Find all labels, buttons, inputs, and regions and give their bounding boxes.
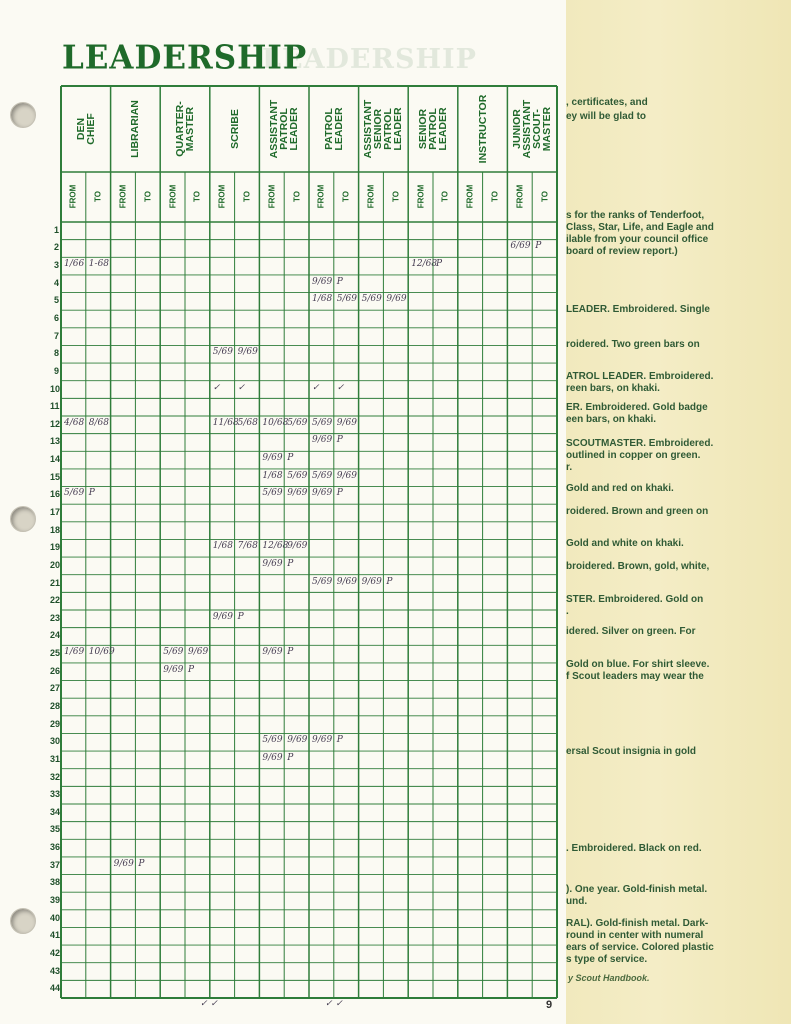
page-title: LEADERSHIP <box>62 39 308 77</box>
row-number: 27 <box>50 683 61 694</box>
handwritten-entry: 5/69 <box>262 488 283 499</box>
to-label: TO <box>242 191 252 202</box>
right-page-line: . Embroidered. Black on red. <box>566 843 702 854</box>
row-number: 42 <box>50 947 61 958</box>
right-page-line: RAL). Gold-finish metal. Dark- <box>566 918 709 929</box>
to-label: TO <box>93 191 103 202</box>
right-page-line: ). One year. Gold-finish metal. <box>566 884 708 895</box>
to-label: TO <box>143 191 153 202</box>
handwritten-entry: 5/69 <box>163 647 184 658</box>
handwritten-entry: 1/66 <box>64 259 85 270</box>
row-number: 37 <box>50 859 61 870</box>
row-number: 41 <box>50 930 61 941</box>
handwritten-entry: 9/69 <box>212 611 234 622</box>
column-header: PATROL LEADER <box>322 107 345 151</box>
right-page-line: outlined in copper on green. <box>566 450 701 461</box>
right-page-line: , certificates, and <box>566 97 648 108</box>
row-number: 17 <box>50 507 61 517</box>
right-page-line: ey will be glad to <box>566 111 647 122</box>
handwritten-entry: 5/69 <box>262 735 283 746</box>
row-number: 18 <box>50 524 61 535</box>
handwritten-entry: P <box>336 488 343 499</box>
handwritten-entry: 5/69 <box>64 488 85 499</box>
handwritten-entry: 9/69 <box>287 488 308 499</box>
right-page-line: idered. Silver on green. For <box>566 626 696 637</box>
row-number: 43 <box>50 965 61 976</box>
right-page-line: und. <box>566 896 588 907</box>
row-number: 6 <box>54 313 60 323</box>
bottom-check-marks: ✓ ✓ <box>325 999 343 1009</box>
handwritten-entry: 9/69 <box>336 470 358 481</box>
bottom-check-marks: ✓ ✓ <box>200 999 218 1009</box>
handwritten-entry: 9/69 <box>336 417 358 428</box>
handwritten-entry: 8/68 <box>88 417 110 428</box>
to-label: TO <box>490 191 500 202</box>
handwritten-entry: 9/69 <box>287 735 308 746</box>
handwritten-entry: P <box>287 453 294 464</box>
row-number: 22 <box>50 595 61 606</box>
page-number: 9 <box>546 999 553 1011</box>
to-label: TO <box>540 191 550 202</box>
handwritten-entry: 5/69 <box>287 470 308 481</box>
to-label: TO <box>341 191 351 202</box>
row-number: 34 <box>50 806 61 817</box>
handwritten-entry: 12/68 <box>262 541 289 552</box>
row-number: 15 <box>50 471 61 482</box>
from-label: FROM <box>118 184 128 209</box>
column-header: QUARTER- MASTER <box>174 101 196 157</box>
handwritten-entry: P <box>138 858 145 869</box>
right-page-line: Gold and white on khaki. <box>566 538 684 549</box>
column-header: SCRIBE <box>228 109 241 149</box>
column-header: ASSISTANT SENIOR PATROL LEADER <box>362 99 405 159</box>
handwritten-entry: 5/69 <box>287 417 308 428</box>
row-number: 21 <box>50 577 61 588</box>
right-page-line: SCOUTMASTER. Embroidered. <box>566 438 714 449</box>
right-page-line: ears of service. Colored plastic <box>566 942 714 953</box>
row-number: 29 <box>50 718 61 729</box>
handwritten-entry: P <box>287 647 294 658</box>
to-label: TO <box>391 191 401 202</box>
to-label: TO <box>192 191 202 202</box>
to-label: TO <box>292 191 302 202</box>
handwritten-entry: ✓ <box>312 382 320 393</box>
right-page-line: . <box>566 606 569 617</box>
row-number: 8 <box>54 348 60 359</box>
handwritten-entry: 9/69 <box>113 858 134 869</box>
row-number: 2 <box>54 242 60 253</box>
handwritten-entry: 9/69 <box>312 435 333 446</box>
handwritten-entry: 4/68 <box>64 417 85 428</box>
row-number: 44 <box>50 983 61 994</box>
right-page-line: roidered. Two green bars on <box>566 339 700 350</box>
handwritten-entry: P <box>287 558 294 569</box>
row-number: 38 <box>50 877 61 888</box>
from-label: FROM <box>68 184 78 209</box>
handwritten-entry: 5/69 <box>212 347 234 358</box>
from-label: FROM <box>416 184 426 209</box>
handwritten-entry: 5/69 <box>336 294 358 305</box>
handwritten-entry: 9/69 <box>312 488 333 499</box>
right-page-line: Gold on blue. For shirt sleeve. <box>566 659 710 670</box>
handwritten-entry: P <box>535 241 542 252</box>
column-header: JUNIOR ASSISTANT SCOUT- MASTER <box>511 99 554 159</box>
from-label: FROM <box>316 184 326 209</box>
column-header: INSTRUCTOR <box>476 94 489 164</box>
handwritten-entry: 10/69 <box>88 647 115 658</box>
row-number: 20 <box>50 559 61 570</box>
handwritten-entry: 11/68 <box>212 417 239 428</box>
handwritten-entry: P <box>188 664 195 675</box>
handwritten-entry: 9/69 <box>386 294 407 305</box>
row-number: 25 <box>50 648 61 659</box>
row-number: 19 <box>50 542 61 553</box>
right-page-line: Gold and red on khaki. <box>566 483 674 494</box>
handwritten-entry: 7/68 <box>237 541 258 552</box>
handwritten-entry: 9/69 <box>312 276 333 287</box>
handwritten-entry: 5/68 <box>237 417 258 428</box>
right-page-line: s type of service. <box>566 954 648 965</box>
row-number: 23 <box>50 612 61 623</box>
show-through-title: LEADERSHIP <box>262 44 477 75</box>
row-number: 4 <box>54 277 60 288</box>
right-page-line: r. <box>566 462 573 473</box>
row-number: 30 <box>50 736 61 747</box>
handwritten-entry: P <box>336 435 343 446</box>
handwritten-entry: P <box>336 735 343 746</box>
handwritten-entry: P <box>237 611 244 622</box>
handwritten-entry: 5/69 <box>312 470 333 481</box>
handwritten-entry: P <box>287 752 294 763</box>
handwritten-entry: 9/69 <box>262 558 283 569</box>
right-page-line: LEADER. Embroidered. Single <box>566 304 710 315</box>
row-number: 31 <box>50 753 61 764</box>
right-page-line: reen bars, on khaki. <box>566 383 660 394</box>
handwritten-entry: 10/68 <box>262 417 289 428</box>
right-page-line: roidered. Brown and green on <box>566 506 709 517</box>
row-number: 16 <box>50 489 61 500</box>
row-number: 14 <box>50 454 61 465</box>
row-number: 12 <box>50 418 61 429</box>
row-number: 40 <box>50 912 61 923</box>
from-label: FROM <box>217 184 227 209</box>
handwritten-entry: 9/69 <box>188 647 209 658</box>
right-page-line: f Scout leaders may wear the <box>566 671 704 682</box>
row-number: 9 <box>54 365 60 376</box>
row-number: 7 <box>54 330 60 341</box>
column-header: DEN CHIEF <box>74 113 97 145</box>
to-label: TO <box>440 191 450 202</box>
row-number: 35 <box>50 824 61 835</box>
row-number: 10 <box>50 383 61 394</box>
row-number: 28 <box>50 701 61 711</box>
handwritten-entry: P <box>386 576 393 587</box>
right-page-line: ersal Scout insignia in gold <box>566 746 697 757</box>
row-number: 33 <box>50 789 61 800</box>
handwritten-entry: 9/69 <box>361 576 382 587</box>
handwritten-entry: P <box>88 488 95 499</box>
row-number: 13 <box>50 436 61 447</box>
right-page-line: board of review report.) <box>566 246 678 257</box>
handwritten-entry: 1/68 <box>312 294 333 305</box>
right-page-line: ilable from your council office <box>566 234 709 245</box>
right-page-line: ATROL LEADER. Embroidered. <box>566 371 714 382</box>
column-header: LIBRARIAN <box>129 100 142 158</box>
right-page-line: STER. Embroidered. Gold on <box>566 594 704 605</box>
row-number: 39 <box>50 895 61 905</box>
right-page <box>566 0 791 1024</box>
handwritten-entry: 12/68 <box>411 259 438 270</box>
handwritten-entry: 5/69 <box>312 417 333 428</box>
row-number: 26 <box>50 665 61 676</box>
handwritten-entry: 9/69 <box>336 576 358 587</box>
row-number: 24 <box>50 630 61 641</box>
handwritten-entry: 5/69 <box>361 294 382 305</box>
handwritten-entry: 9/69 <box>163 664 184 675</box>
handwritten-entry: ✓ <box>212 382 221 393</box>
from-label: FROM <box>168 184 178 209</box>
column-header: SENIOR PATROL LEADER <box>417 107 449 151</box>
handwritten-entry: 5/69 <box>312 576 333 587</box>
handbook-footer: y Scout Handbook. <box>568 973 650 983</box>
handwritten-entry: 1/69 <box>64 647 85 658</box>
handwritten-entry: P <box>336 276 343 287</box>
handwritten-entry: 9/69 <box>262 752 283 763</box>
handwritten-entry: ✓ <box>336 382 345 393</box>
right-page-line: Class, Star, Life, and Eagle and <box>566 222 714 233</box>
right-page-line: ER. Embroidered. Gold badge <box>566 402 708 413</box>
from-label: FROM <box>515 184 525 209</box>
handwritten-entry: 6/69 <box>510 241 531 252</box>
handwritten-entry: 9/69 <box>287 541 308 552</box>
column-header: ASSISTANT PATROL LEADER <box>268 99 301 159</box>
from-label: FROM <box>366 184 376 209</box>
handwritten-entry: 9/69 <box>262 647 283 658</box>
right-page-line: broidered. Brown, gold, white, <box>566 561 710 572</box>
handwritten-entry: P <box>436 259 443 270</box>
handwritten-entry: ✓ <box>237 382 246 393</box>
row-number: 3 <box>54 260 60 271</box>
row-number: 1 <box>54 224 60 235</box>
handwritten-entry: 9/69 <box>312 735 333 746</box>
row-number: 11 <box>50 401 60 412</box>
row-number: 32 <box>50 771 61 782</box>
right-page-line: round in center with numeral <box>566 930 704 941</box>
right-page-line: een bars, on khaki. <box>566 414 657 425</box>
right-page-line: s for the ranks of Tenderfoot, <box>566 210 705 221</box>
handwritten-entry: 9/69 <box>262 453 283 464</box>
handwritten-entry: 1/68 <box>212 541 234 552</box>
handwritten-entry: 1-68 <box>88 259 110 270</box>
row-number: 36 <box>50 842 61 853</box>
handwritten-entry: 9/69 <box>237 347 258 358</box>
from-label: FROM <box>465 184 475 209</box>
from-label: FROM <box>267 184 277 209</box>
handwritten-entry: 1/68 <box>262 470 283 481</box>
row-number: 5 <box>54 295 60 306</box>
